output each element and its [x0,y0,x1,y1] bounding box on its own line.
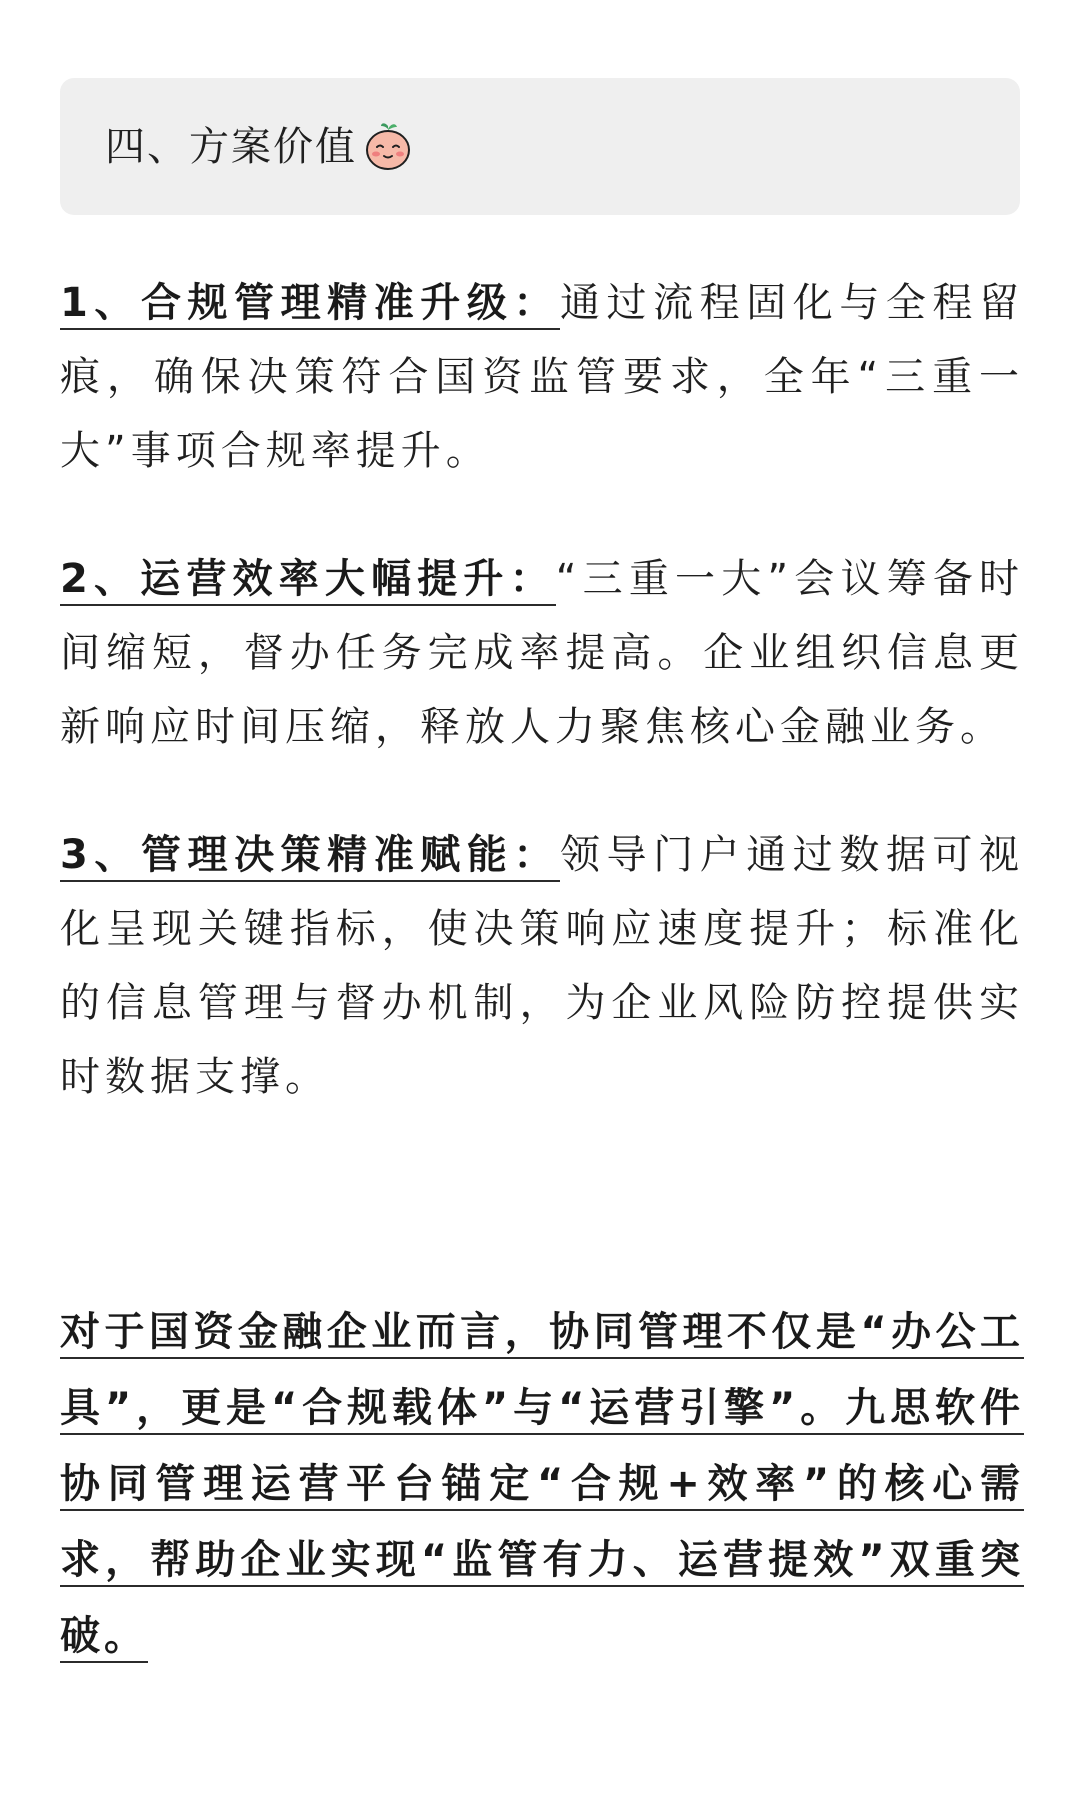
value-item-decision [60,818,1024,1114]
section-header-box [60,78,1020,215]
summary-paragraph [60,1294,1024,1674]
section-title: 四、方案价值 [105,124,357,170]
value-item-label: 1、合规管理精准升级： [60,280,560,330]
section-title-row [105,122,415,172]
summary-text: 对于国资金融企业而言，协同管理不仅是“办公工具”，更是“合规载体”与“运营引擎”。九思软件协同管理运营平台锚定“合规+效率”的核心需求，帮助企业实现“监管有力、运营提效”双重突破。 [60,1309,1024,1663]
value-item-efficiency [60,542,1024,764]
value-item-compliance [60,266,1024,488]
value-item-body: 通过流程固化与全程留痕，确保决策符合国资监管要求，全年“三重一大”事项合规率提升。 [60,280,1024,474]
value-item-label: 3、管理决策精准赋能： [60,832,560,882]
value-item-body: “三重一大”会议筹备时间缩短，督办任务完成率提高。企业组织信息更新响应时间压缩，释放人力聚焦核心金融业务。 [60,556,1024,750]
value-item-label: 2、运营效率大幅提升： [60,556,556,606]
blushing-peach-emoji-icon [361,120,415,174]
value-item-body: 领导门户通过数据可视化呈现关键指标，使决策响应速度提升；标准化的信息管理与督办机制，为企业风险防控提供实时数据支撑。 [60,832,1024,1100]
